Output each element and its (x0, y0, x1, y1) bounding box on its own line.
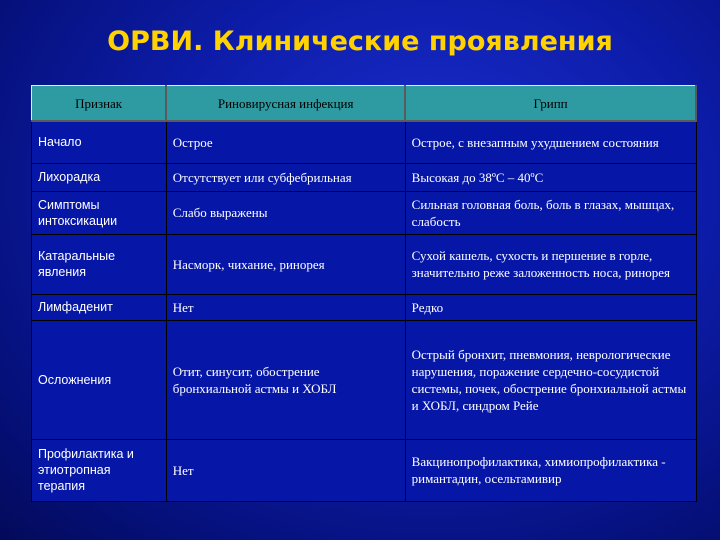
row-flu: Сильная головная боль, боль в глазах, мышцах, слабость (405, 191, 696, 234)
row-rhinovirus: Отит, синусит, обострение бронхиальной астмы и ХОБЛ (166, 320, 405, 439)
row-feature: Начало (32, 121, 167, 163)
row-feature: Лихорадка (32, 163, 167, 191)
header-flu: Грипп (405, 86, 696, 122)
row-feature: Симптомы интоксикации (32, 191, 167, 234)
header-feature: Признак (32, 86, 167, 122)
row-feature: Катаральные явления (32, 234, 167, 294)
row-flu: Острый бронхит, пневмония, неврологические нарушения, поражение сердечно-сосудистой системы, почек, обострение бронхиальной астмы и ХОБЛ, синдром Рейе (405, 320, 696, 439)
table-row (32, 191, 697, 234)
row-feature: Осложнения (32, 320, 167, 439)
table-header-row (32, 86, 697, 122)
row-flu: Сухой кашель, сухость и першение в горле, значительно реже заложенность носа, ринорея (405, 234, 696, 294)
row-flu: Редко (405, 294, 696, 320)
row-rhinovirus: Насморк, чихание, ринорея (166, 234, 405, 294)
row-flu: Высокая до 38ºС – 40ºС (405, 163, 696, 191)
table-row (32, 439, 697, 501)
row-rhinovirus: Нет (166, 439, 405, 501)
table-row (32, 234, 697, 294)
table-row (32, 320, 697, 439)
table-row (32, 121, 697, 163)
row-flu: Вакцинопрофилактика, химиопрофилактика - римантадин, осельтамивир (405, 439, 696, 501)
row-rhinovirus: Острое (166, 121, 405, 163)
row-rhinovirus: Отсутствует или субфебрильная (166, 163, 405, 191)
comparison-table (31, 85, 697, 502)
table-row (32, 294, 697, 320)
row-rhinovirus: Нет (166, 294, 405, 320)
row-rhinovirus: Слабо выражены (166, 191, 405, 234)
row-feature: Лимфаденит (32, 294, 167, 320)
row-feature: Профилактика и этиотропная терапия (32, 439, 167, 501)
row-flu: Острое, с внезапным ухудшением состояния (405, 121, 696, 163)
slide-title: ОРВИ. Клинические проявления (107, 26, 613, 57)
header-rhinovirus: Риновирусная инфекция (166, 86, 405, 122)
table-row (32, 163, 697, 191)
